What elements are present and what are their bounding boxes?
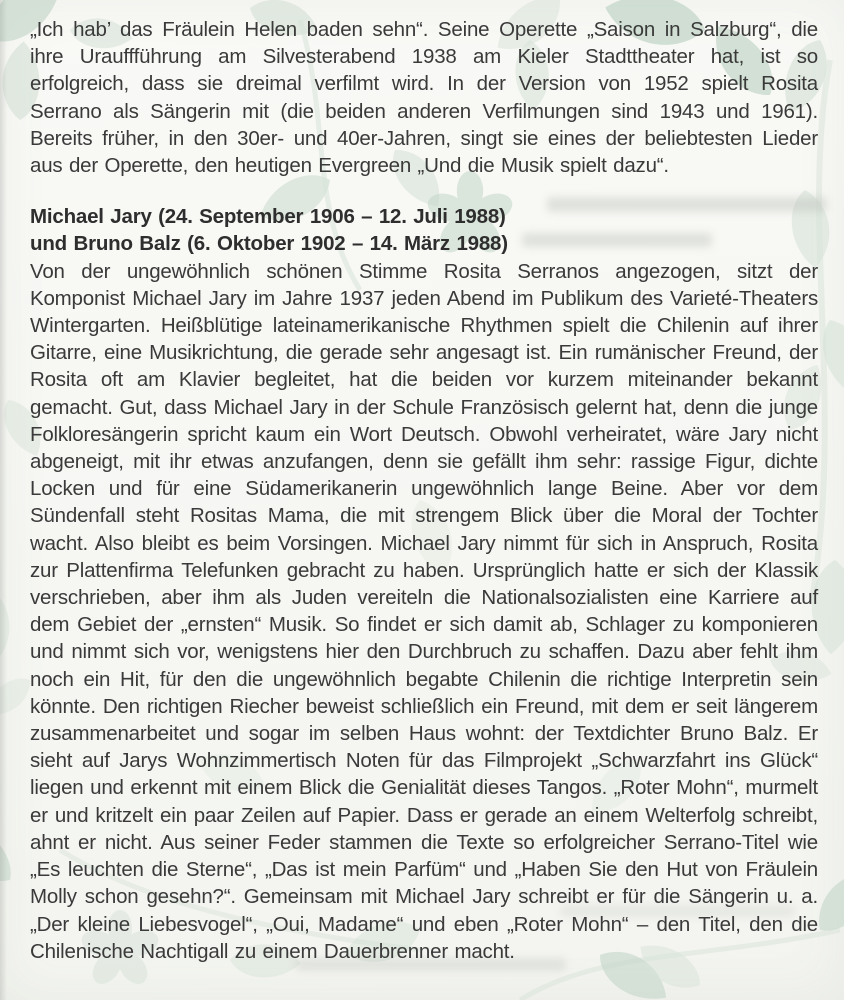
heading-line-michael-jary: Michael Jary (24. September 1906 – 12. Juli 1988): [30, 205, 506, 229]
section-heading-jary-balz: [30, 203, 818, 257]
page-content: [30, 16, 818, 965]
paragraph-operette-saison-in-salzburg: „Ich hab’ das Fräulein Helen baden sehn“. Seine Operette „Saison in Salzburg“, die ihre Urauffführung am Silvesterabend 1938 am Kieler Stadttheater hat, ist so erfolgreich, dass sie dreimal verfilmt wird. In der Version von 1952 spielt Rosita Serrano als Sängerin mit (die beiden anderen Verfilmungen sind 1943 und 1961). Bereits früher, in den 30er- und 40er-Jahren, singt sie eines der beliebtesten Lieder aus der Operette, den heutigen Evergreen „Und die Musik spielt dazu“.: [30, 18, 818, 178]
scanner-edge-shadow: [0, 0, 7, 1000]
paragraph-jary-balz-biography: Von der ungewöhnlich schönen Stimme Rosita Serranos angezogen, sitzt der Komponist Michael Jary im Jahre 1937 jeden Abend im Publikum des Varieté-Theaters Wintergarten. Heißblütige lateinamerikanische Rhythmen spielt die Chilenin auf ihrer Gitarre, eine Musikrichtung, die gerade sehr angesagt ist. Ein rumänischer Freund, der Rosita oft am Klavier begleitet, hat die beiden vor kurzem miteinander bekannt gemacht. Gut, dass Michael Jary in der Schule Französisch gelernt hat, denn die junge Folkloresängerin spricht kaum ein Wort Deutsch. Obwohl verheiratet, wäre Jary nicht abgeneigt, mit ihr etwas anzufangen, denn sie gefällt ihm sehr: rassige Figur, dichte Locken und für eine Südamerikanerin ungewöhnlich lange Beine. Aber vor dem Sündenfall steht Rositas Mama, die mit strengem Blick über die Moral der Tochter wacht. Also bleibt es beim Vorsingen. Michael Jary nimmt für sich in Anspruch, Rosita zur Plattenfirma Telefunken gebracht zu haben. Ursprünglich hatte er sich der Klassik verschrieben, aber ihm als Juden vereiteln die Nationalsozialisten eine Karriere auf dem Gebiet der „ernsten“ Musik. So findet er sich damit ab, Schlager zu komponieren und nimmt sich vor, wenigstens hier den Durchbruch zu schaffen. Dazu aber fehlt ihm noch ein Hit, für den die ungewöhnlich begabte Chilenin die richtige Interpretin sein könnte. Den richtigen Riecher beweist schließlich ein Freund, mit dem er seit längerem zusammenarbeitet und sogar im selben Haus wohnt: der Textdichter Bruno Balz. Er sieht auf Jarys Wohnzimmertisch Noten für das Filmprojekt „Schwarzfahrt ins Glück“ liegen und erkennt mit einem Blick die Genialität dieses Tangos. „Roter Mohn“, murmelt er und kritzelt ein paar Zeilen auf Papier. Dass er gerade an einem Welterfolg schreibt, ahnt er nicht. Aus seiner Feder stammen die Texte so erfolgreicher Serrano-Titel wie „Es leuchten die Sterne“, „Das ist mein Parfüm“ und „Haben Sie den Hut von Fräulein Molly schon gesehn?“. Gemeinsam mit Michael Jary schreibt er für die Sängerin u. a. „Der kleine Liebesvogel“, „Oui, Madame“ und eben „Roter Mohn“ – den Titel, den die Chilenische Nachtigall zu einem Dauerbrenner macht.: [30, 259, 818, 963]
heading-line-bruno-balz: und Bruno Balz (6. Oktober 1902 – 14. März 1988): [30, 232, 508, 256]
